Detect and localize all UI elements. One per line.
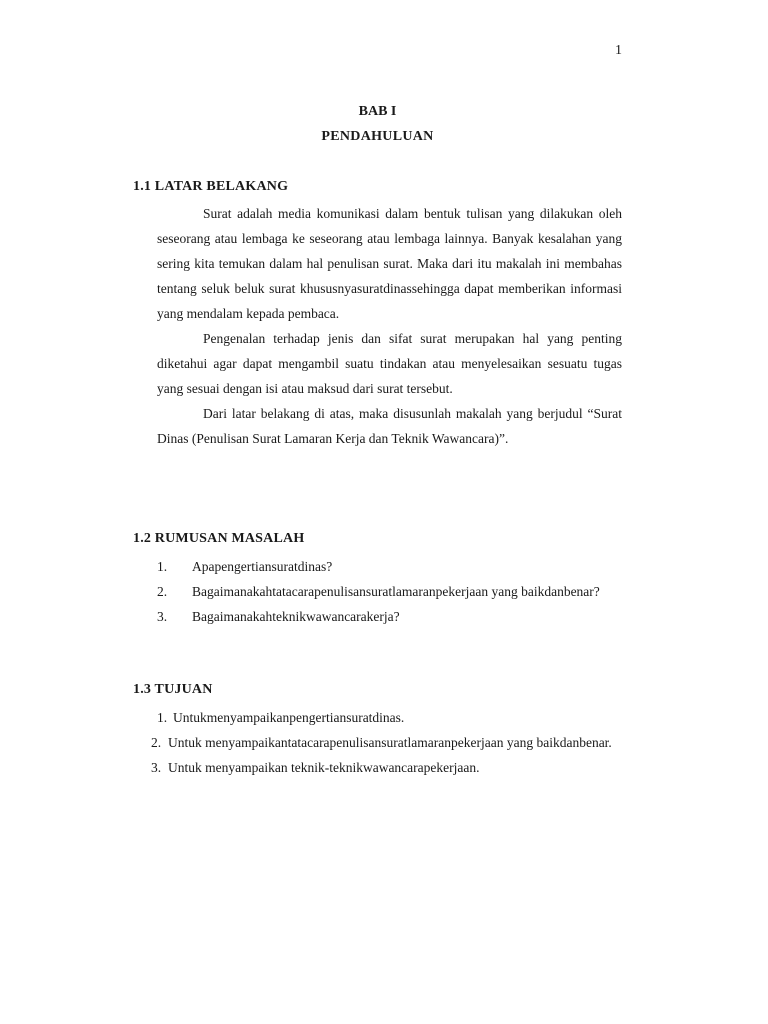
list-item xyxy=(157,705,622,730)
list-item xyxy=(151,755,622,780)
list-number: 1. xyxy=(157,710,168,725)
list-item xyxy=(157,604,622,629)
list-number: 2. xyxy=(157,584,168,599)
section-heading-latar-belakang: 1.1 LATAR BELAKANG xyxy=(133,179,289,194)
tujuan-list xyxy=(151,705,622,780)
list-item-text: Untukmenyampaikanpengertiansuratdinas. xyxy=(173,710,405,725)
list-item-text: Untuk menyampaikan teknik-teknikwawancarapekerjaan. xyxy=(168,760,480,775)
list-item xyxy=(151,730,622,755)
paragraph: Surat adalah media komunikasi dalam bentuk tulisan yang dilakukan oleh seseorang atau lembaga ke seseorang atau lembaga lainnya. Banyak kesalahan yang sering kita temukan dalam hal penulisan surat. Maka dari itu makalah ini membahas tentang seluk beluk surat khususnyasuratdinassehingga dapat memberikan informasi yang mendalam kepada pembaca. xyxy=(157,206,622,321)
list-number: 3. xyxy=(157,609,168,624)
paragraph: Pengenalan terhadap jenis dan sifat surat merupakan hal yang penting diketahui agar dapat mengambil suatu tindakan atau menyelesaikan sesuatu tugas yang sesuai dengan isi atau maksud dari surat tersebut. xyxy=(157,331,622,396)
section-heading-rumusan-masalah: 1.2 RUMUSAN MASALAH xyxy=(133,531,305,546)
list-item-text: Untuk menyampaikantatacarapenulisansuratlamaranpekerjaan yang baikdanbenar. xyxy=(168,735,612,750)
chapter-title: PENDAHULUAN xyxy=(321,129,434,144)
paragraph: Dari latar belakang di atas, maka disusunlah makalah yang berjudul “Surat Dinas (Penulisan Surat Lamaran Kerja dan Teknik Wawancara)”. xyxy=(157,406,622,446)
list-item-text: Bagaimanakahteknikwawancarakerja? xyxy=(192,609,400,624)
list-number: 3. xyxy=(151,760,162,775)
chapter-number: BAB I xyxy=(358,104,397,119)
list-item-text: Apapengertiansuratdinas? xyxy=(192,559,333,574)
latar-belakang-body xyxy=(157,201,622,451)
list-number: 2. xyxy=(151,735,162,750)
rumusan-masalah-list xyxy=(157,554,622,629)
list-number: 1. xyxy=(157,559,168,574)
list-item xyxy=(157,579,622,604)
page-number: 1 xyxy=(615,43,622,58)
section-heading-tujuan: 1.3 TUJUAN xyxy=(133,682,213,697)
list-item xyxy=(157,554,622,579)
list-item-text: Bagaimanakahtatacarapenulisansuratlamaranpekerjaan yang baikdanbenar? xyxy=(192,584,600,599)
